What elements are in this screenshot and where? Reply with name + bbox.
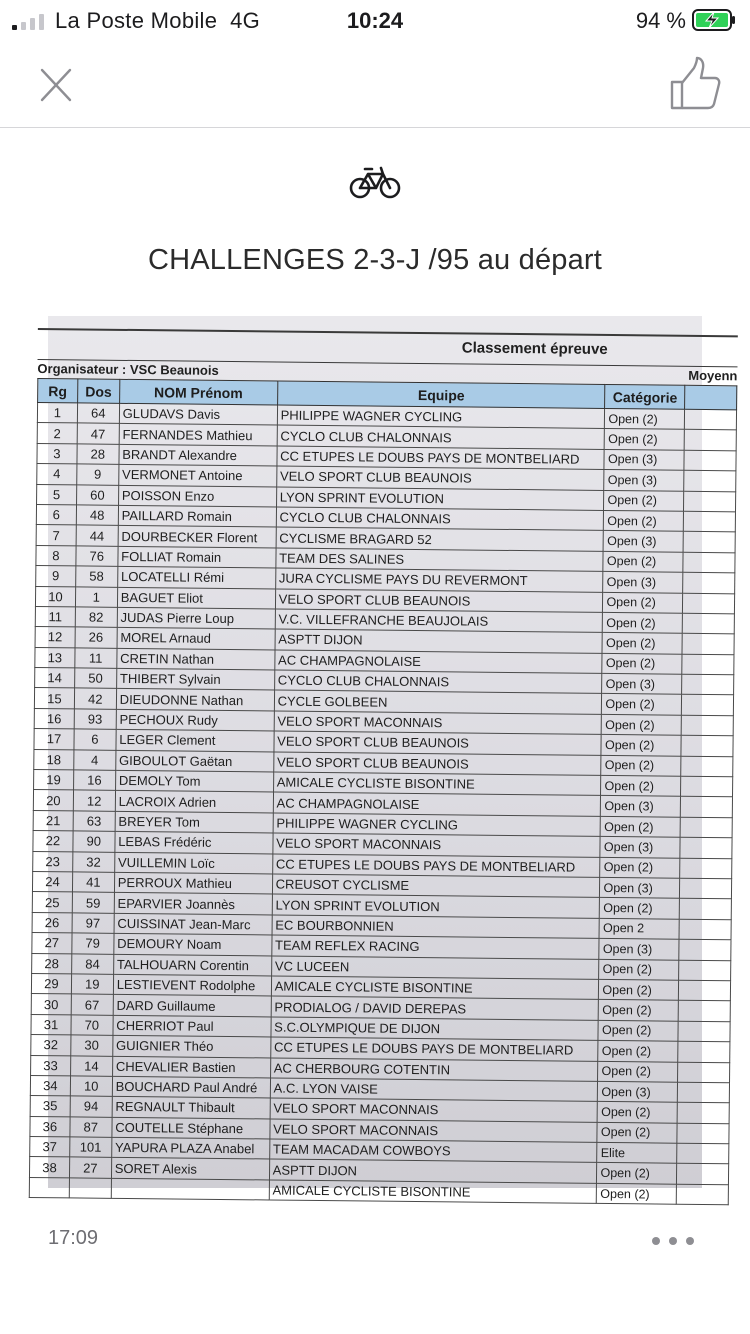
extra-cell: [678, 1062, 730, 1083]
name-cell: CHEVALIER Bastien: [112, 1056, 270, 1078]
rank-cell: 5: [37, 484, 77, 505]
rank-cell: 33: [31, 1055, 71, 1076]
rank-cell: 7: [36, 525, 76, 546]
category-cell: Open (2): [599, 979, 679, 1000]
category-cell: Open (2): [600, 857, 680, 878]
bib-cell: 32: [73, 851, 115, 872]
category-cell: Open (2): [604, 510, 684, 531]
name-cell: [111, 1178, 269, 1200]
bib-cell: 70: [71, 1015, 113, 1036]
extra-cell: [678, 1021, 730, 1042]
bib-cell: 44: [76, 525, 118, 546]
team-cell: VELO SPORT MACONNAIS: [273, 833, 601, 857]
bib-cell: 6: [74, 729, 116, 750]
extra-cell: [682, 674, 734, 695]
extra-cell: [677, 1184, 729, 1205]
bib-cell: 47: [77, 423, 119, 444]
rank-cell: 3: [37, 443, 77, 464]
bib-cell: 27: [69, 1157, 111, 1178]
column-header-name: NOM Prénom: [119, 379, 277, 405]
rank-cell: 17: [34, 729, 74, 750]
battery-percentage: 94 %: [635, 8, 686, 33]
category-cell: Open (2): [605, 429, 685, 450]
rank-cell: 20: [33, 790, 73, 811]
name-cell: DOURBECKER Florent: [118, 526, 276, 548]
results-sheet: [29, 316, 738, 1206]
team-cell: CC ETUPES LE DOUBS PAYS DE MONTBELIARD: [272, 854, 600, 878]
name-cell: DEMOLY Tom: [115, 770, 273, 792]
name-cell: EPARVIER Joannès: [114, 893, 272, 915]
name-cell: POISSON Enzo: [118, 485, 276, 507]
rank-cell: 12: [35, 627, 75, 648]
rank-cell: 30: [31, 994, 71, 1015]
extra-cell: [680, 878, 732, 899]
column-header-extra: [685, 385, 737, 410]
name-cell: TALHOUARN Corentin: [113, 954, 271, 976]
name-cell: JUDAS Pierre Loup: [117, 607, 275, 629]
bib-cell: 58: [76, 566, 118, 587]
attached-photo[interactable]: [37, 316, 738, 1201]
name-cell: CRETIN Nathan: [117, 648, 275, 670]
status-time: 10:24: [346, 8, 404, 33]
extra-cell: [677, 1123, 729, 1144]
extra-cell: [678, 1001, 730, 1022]
rank-cell: 4: [37, 464, 77, 485]
category-cell: Open (3): [603, 572, 683, 593]
bib-cell: 84: [71, 953, 113, 974]
team-cell: PRODIALOG / DAVID DEREPAS: [271, 996, 599, 1020]
extra-cell: [683, 593, 735, 614]
extra-cell: [684, 491, 736, 512]
name-cell: LEGER Clement: [116, 730, 274, 752]
category-cell: Open (2): [603, 592, 683, 613]
team-cell: VELO SPORT CLUB BEAUNOIS: [274, 731, 602, 755]
extra-cell: [678, 1082, 730, 1103]
bib-cell: 48: [76, 505, 118, 526]
category-cell: Open (2): [599, 959, 679, 980]
rank-cell: 23: [33, 851, 73, 872]
name-cell: BOUCHARD Paul André: [112, 1076, 270, 1098]
bib-cell: 76: [76, 546, 118, 567]
rank-cell: 6: [36, 504, 76, 525]
team-cell: A.C. LYON VAISE: [270, 1078, 598, 1102]
category-cell: Open (2): [597, 1163, 677, 1184]
extra-cell: [680, 858, 732, 879]
team-cell: VELO SPORT CLUB BEAUNOIS: [273, 752, 601, 776]
category-cell: Open (2): [598, 1041, 678, 1062]
bib-cell: 90: [73, 831, 115, 852]
extra-cell: [682, 695, 734, 716]
column-header-bib: Dos: [77, 379, 119, 403]
category-cell: Open (2): [602, 694, 682, 715]
rank-cell: 29: [31, 973, 71, 994]
category-cell: Open (2): [598, 1061, 678, 1082]
extra-cell: [683, 613, 735, 634]
bib-cell: 41: [72, 872, 114, 893]
extra-cell: [683, 552, 735, 573]
name-cell: REGNAULT Thibault: [112, 1097, 270, 1119]
sheet-heading: Classement épreuve: [38, 328, 738, 367]
category-cell: Open 2: [599, 918, 679, 939]
extra-cell: [680, 817, 732, 838]
name-cell: PERROUX Mathieu: [114, 872, 272, 894]
category-cell: Open (3): [604, 449, 684, 470]
team-cell: AMICALE CYCLISTE BISONTINE: [271, 976, 599, 1000]
average-label: Moyenn: [688, 367, 738, 384]
rank-cell: 16: [34, 708, 74, 729]
extra-cell: [681, 736, 733, 757]
extra-cell: [678, 1041, 730, 1062]
category-cell: Open (2): [602, 633, 682, 654]
column-header-rank: Rg: [38, 379, 78, 403]
thumbs-up-icon[interactable]: [668, 56, 722, 112]
rank-cell: 18: [34, 749, 74, 770]
extra-cell: [680, 899, 732, 920]
extra-cell: [684, 470, 736, 491]
rank-cell: [29, 1177, 69, 1198]
team-cell: PHILIPPE WAGNER CYCLING: [277, 405, 605, 429]
name-cell: COUTELLE Stéphane: [112, 1117, 270, 1139]
rank-cell: 31: [31, 1014, 71, 1035]
extra-cell: [685, 409, 737, 430]
team-cell: VC LUCEEN: [271, 956, 599, 980]
column-header-category: Catégorie: [605, 384, 685, 409]
name-cell: FOLLIAT Romain: [118, 546, 276, 568]
rank-cell: 2: [37, 423, 77, 444]
category-cell: Open (3): [604, 470, 684, 491]
rank-cell: 11: [35, 606, 75, 627]
nav-bar: [0, 42, 750, 128]
rank-cell: 24: [32, 871, 72, 892]
extra-cell: [677, 1143, 729, 1164]
team-cell: ASPTT DIJON: [275, 629, 603, 653]
bib-cell: 19: [71, 974, 113, 995]
rank-cell: 34: [30, 1075, 70, 1096]
category-cell: Open (2): [604, 490, 684, 511]
extra-cell: [679, 960, 731, 981]
team-cell: ASPTT DIJON: [269, 1159, 597, 1183]
bib-cell: 11: [75, 648, 117, 669]
name-cell: LOCATELLI Rémi: [117, 566, 275, 588]
category-cell: Open (3): [600, 837, 680, 858]
category-cell: Open (2): [601, 755, 681, 776]
extra-cell: [677, 1103, 729, 1124]
extra-cell: [681, 756, 733, 777]
post-timestamp: 17:09: [48, 1227, 99, 1249]
bib-cell: 64: [77, 403, 119, 424]
name-cell: CUISSINAT Jean-Marc: [114, 913, 272, 935]
rank-cell: 1: [37, 403, 77, 424]
rank-cell: 38: [29, 1157, 69, 1178]
name-cell: VUILLEMIN Loïc: [114, 852, 272, 874]
category-cell: Open (3): [598, 1081, 678, 1102]
extra-cell: [684, 430, 736, 451]
bib-cell: [69, 1178, 111, 1199]
name-cell: VERMONET Antoine: [118, 465, 276, 487]
extra-cell: [683, 572, 735, 593]
bib-cell: 93: [74, 709, 116, 730]
extra-cell: [681, 776, 733, 797]
team-cell: S.C.OLYMPIQUE DE DIJON: [271, 1017, 599, 1041]
bib-cell: 30: [71, 1035, 113, 1056]
bib-cell: 67: [71, 994, 113, 1015]
team-cell: AC CHERBOURG COTENTIN: [270, 1057, 598, 1081]
team-cell: AC CHAMPAGNOLAISE: [273, 792, 601, 816]
rank-cell: 10: [35, 586, 75, 607]
rank-cell: 13: [35, 647, 75, 668]
bib-cell: 1: [75, 586, 117, 607]
rank-cell: 27: [32, 933, 72, 954]
team-cell: TEAM DES SALINES: [276, 548, 604, 572]
name-cell: LACROIX Adrien: [115, 791, 273, 813]
team-cell: TEAM MACADAM COWBOYS: [269, 1139, 597, 1163]
rank-cell: 25: [32, 892, 72, 913]
rank-cell: 28: [32, 953, 72, 974]
rank-cell: 21: [33, 810, 73, 831]
name-cell: PECHOUX Rudy: [116, 709, 274, 731]
team-cell: VELO SPORT MACONNAIS: [270, 1098, 598, 1122]
category-cell: Open (2): [605, 408, 685, 429]
team-cell: CYCLE GOLBEEN: [274, 690, 602, 714]
bib-cell: 97: [72, 913, 114, 934]
dot: [686, 1237, 694, 1245]
extra-cell: [684, 511, 736, 532]
results-table: [29, 378, 738, 1206]
name-cell: LEBAS Frédéric: [115, 832, 273, 854]
bib-cell: 101: [70, 1137, 112, 1158]
category-cell: Open (2): [598, 1020, 678, 1041]
name-cell: BRANDT Alexandre: [119, 444, 277, 466]
extra-cell: [679, 980, 731, 1001]
extra-cell: [681, 797, 733, 818]
name-cell: LESTIEVENT Rodolphe: [113, 974, 271, 996]
bib-cell: 79: [72, 933, 114, 954]
extra-cell: [684, 450, 736, 471]
team-cell: VELO SPORT MACONNAIS: [274, 711, 602, 735]
name-cell: DEMOURY Noam: [114, 933, 272, 955]
team-cell: AMICALE CYCLISTE BISONTINE: [273, 772, 601, 796]
category-cell: Open (2): [602, 714, 682, 735]
category-cell: Open (2): [603, 551, 683, 572]
rank-cell: 35: [30, 1096, 70, 1117]
category-cell: Open (2): [601, 775, 681, 796]
team-cell: PHILIPPE WAGNER CYCLING: [273, 813, 601, 837]
category-cell: Open (2): [602, 653, 682, 674]
bib-cell: 10: [70, 1076, 112, 1097]
team-cell: AMICALE CYCLISTE BISONTINE: [269, 1180, 597, 1204]
name-cell: GUIGNIER Théo: [112, 1035, 270, 1057]
status-bar: [0, 0, 750, 42]
name-cell: GIBOULOT Gaëtan: [115, 750, 273, 772]
bib-cell: 26: [75, 627, 117, 648]
name-cell: DARD Guillaume: [113, 995, 271, 1017]
extra-cell: [679, 919, 731, 940]
dot: [669, 1237, 677, 1245]
battery-charging-icon: [692, 9, 736, 31]
team-cell: CYCLISME BRAGARD 52: [276, 527, 604, 551]
bib-cell: 28: [77, 444, 119, 465]
bib-cell: 9: [77, 464, 119, 485]
bib-cell: 14: [70, 1055, 112, 1076]
team-cell: VELO SPORT CLUB BEAUNOIS: [276, 466, 604, 490]
bib-cell: 42: [74, 688, 116, 709]
team-cell: LYON SPRINT EVOLUTION: [276, 487, 604, 511]
team-cell: EC BOURBONNIEN: [272, 915, 600, 939]
category-cell: Open (3): [601, 796, 681, 817]
bib-cell: 16: [73, 770, 115, 791]
extra-cell: [682, 654, 734, 675]
name-cell: DIEUDONNE Nathan: [116, 689, 274, 711]
bib-cell: 59: [72, 892, 114, 913]
category-cell: Open (2): [597, 1122, 677, 1143]
category-cell: Open (3): [602, 674, 682, 695]
rank-cell: 9: [36, 566, 76, 587]
team-cell: CYCLO CLUB CHALONNAIS: [277, 425, 605, 449]
name-cell: SORET Alexis: [111, 1158, 269, 1180]
name-cell: THIBERT Sylvain: [116, 668, 274, 690]
category-cell: Elite: [597, 1142, 677, 1163]
extra-cell: [680, 837, 732, 858]
bib-cell: 4: [74, 750, 116, 771]
team-cell: AC CHAMPAGNOLAISE: [274, 650, 602, 674]
team-cell: CC ETUPES LE DOUBS PAYS DE MONTBELIARD: [270, 1037, 598, 1061]
name-cell: MOREL Arnaud: [117, 628, 275, 650]
category-cell: Open (2): [597, 1183, 677, 1204]
name-cell: PAILLARD Romain: [118, 505, 276, 527]
category-cell: Open (2): [600, 898, 680, 919]
results-body: [29, 403, 736, 1206]
bicycle-icon: [349, 164, 401, 200]
category-cell: Open (3): [604, 531, 684, 552]
rank-cell: 14: [35, 668, 75, 689]
team-cell: VELO SPORT MACONNAIS: [270, 1119, 598, 1143]
team-cell: CYCLO CLUB CHALONNAIS: [274, 670, 602, 694]
extra-cell: [683, 532, 735, 553]
category-cell: Open (2): [603, 612, 683, 633]
bib-cell: 87: [70, 1117, 112, 1138]
category-cell: Open (2): [601, 735, 681, 756]
rank-cell: 37: [30, 1137, 70, 1158]
organizer-text: Organisateur : VSC Beaunois: [37, 360, 219, 378]
team-cell: VELO SPORT CLUB BEAUNOIS: [275, 589, 603, 613]
category-cell: Open (2): [598, 1102, 678, 1123]
network-type: 4G: [230, 8, 261, 33]
carrier-name: La Poste Mobile: [55, 8, 218, 33]
bib-cell: 63: [73, 811, 115, 832]
category-cell: Open (2): [601, 816, 681, 837]
rank-cell: 36: [30, 1116, 70, 1137]
name-cell: CHERRIOT Paul: [113, 1015, 271, 1037]
name-cell: FERNANDES Mathieu: [119, 424, 277, 446]
name-cell: BREYER Tom: [115, 811, 273, 833]
rank-cell: 26: [32, 912, 72, 933]
rank-cell: 8: [36, 545, 76, 566]
category-cell: Open (3): [599, 939, 679, 960]
rank-cell: 22: [33, 831, 73, 852]
bib-cell: 82: [75, 607, 117, 628]
extra-cell: [677, 1164, 729, 1185]
post-title: CHALLENGES 2-3-J /95 au départ: [147, 244, 603, 276]
category-cell: Open (3): [600, 877, 680, 898]
team-cell: CYCLO CLUB CHALONNAIS: [276, 507, 604, 531]
team-cell: CC ETUPES LE DOUBS PAYS DE MONTBELIARD: [277, 446, 605, 470]
close-icon[interactable]: [30, 64, 82, 108]
dot: [652, 1237, 660, 1245]
team-cell: LYON SPRINT EVOLUTION: [272, 894, 600, 918]
team-cell: JURA CYCLISME PAYS DU REVERMONT: [275, 568, 603, 592]
bib-cell: 60: [76, 484, 118, 505]
team-cell: V.C. VILLEFRANCHE BEAUJOLAIS: [275, 609, 603, 633]
name-cell: YAPURA PLAZA Anabel: [111, 1137, 269, 1159]
rank-cell: 15: [34, 688, 74, 709]
ellipsis-icon[interactable]: [652, 1232, 704, 1246]
extra-cell: [682, 634, 734, 655]
name-cell: GLUDAVS Davis: [119, 403, 277, 425]
extra-cell: [679, 939, 731, 960]
name-cell: BAGUET Eliot: [117, 587, 275, 609]
rank-cell: 32: [31, 1035, 71, 1056]
team-cell: CREUSOT CYCLISME: [272, 874, 600, 898]
extra-cell: [681, 715, 733, 736]
bib-cell: 94: [70, 1096, 112, 1117]
rank-cell: 19: [34, 770, 74, 791]
bib-cell: 50: [74, 668, 116, 689]
bib-cell: 12: [73, 790, 115, 811]
column-header-team: Equipe: [277, 381, 605, 408]
team-cell: TEAM REFLEX RACING: [271, 935, 599, 959]
category-cell: Open (2): [599, 1000, 679, 1021]
